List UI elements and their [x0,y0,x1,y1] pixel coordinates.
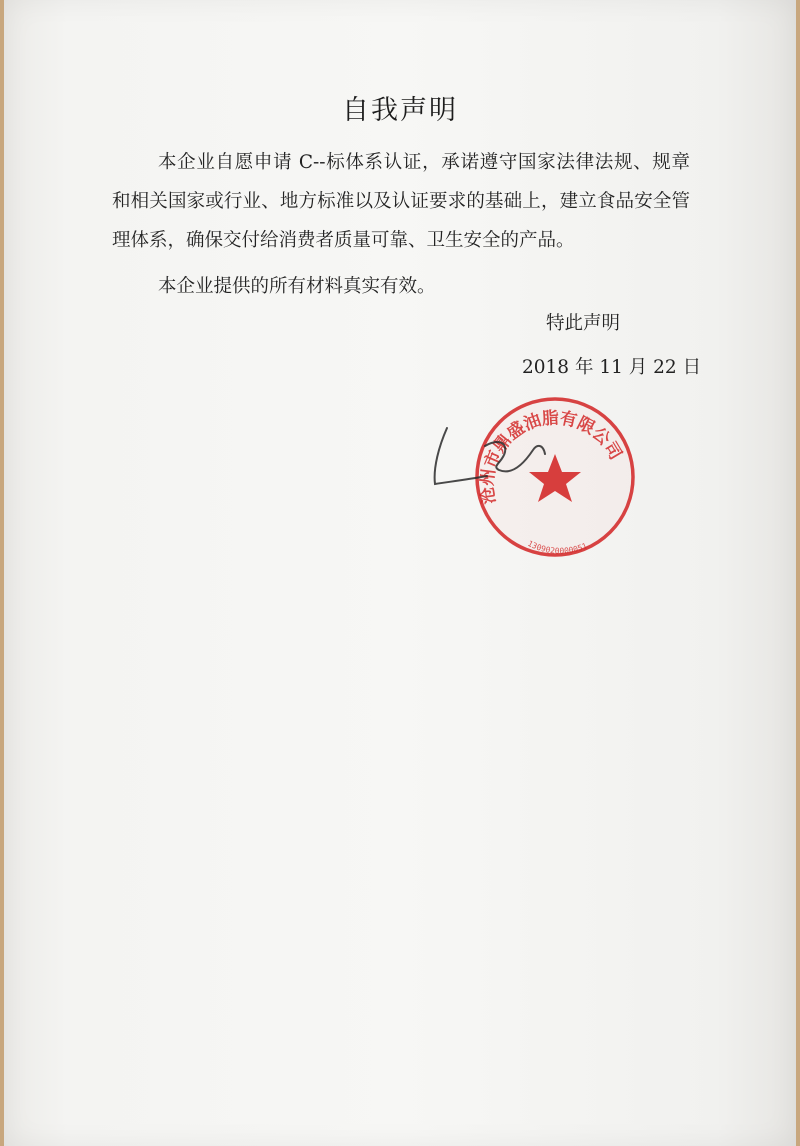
document-date: 2018 年 11 月 22 日 [522,357,702,378]
document-title: 自我声明 [342,95,458,126]
handwritten-signature [425,410,565,500]
seal-registration-number: 1309020000051 [526,538,589,556]
declaration-paragraph: 本企业自愿申请 C--标体系认证，承诺遵守国家法律法规、规章和相关国家或行业、地方标准以及认证要求的基础上，建立食品安全管理体系，确保交付给消费者质量可靠、卫生安全的产品。 [112,152,690,251]
seal-company-name: 沧州市鼎盛油脂有限公司 [477,408,626,506]
authenticity-paragraph: 本企业提供的所有材料真实有效。 [158,276,436,297]
closing-text: 特此声明 [546,313,621,334]
